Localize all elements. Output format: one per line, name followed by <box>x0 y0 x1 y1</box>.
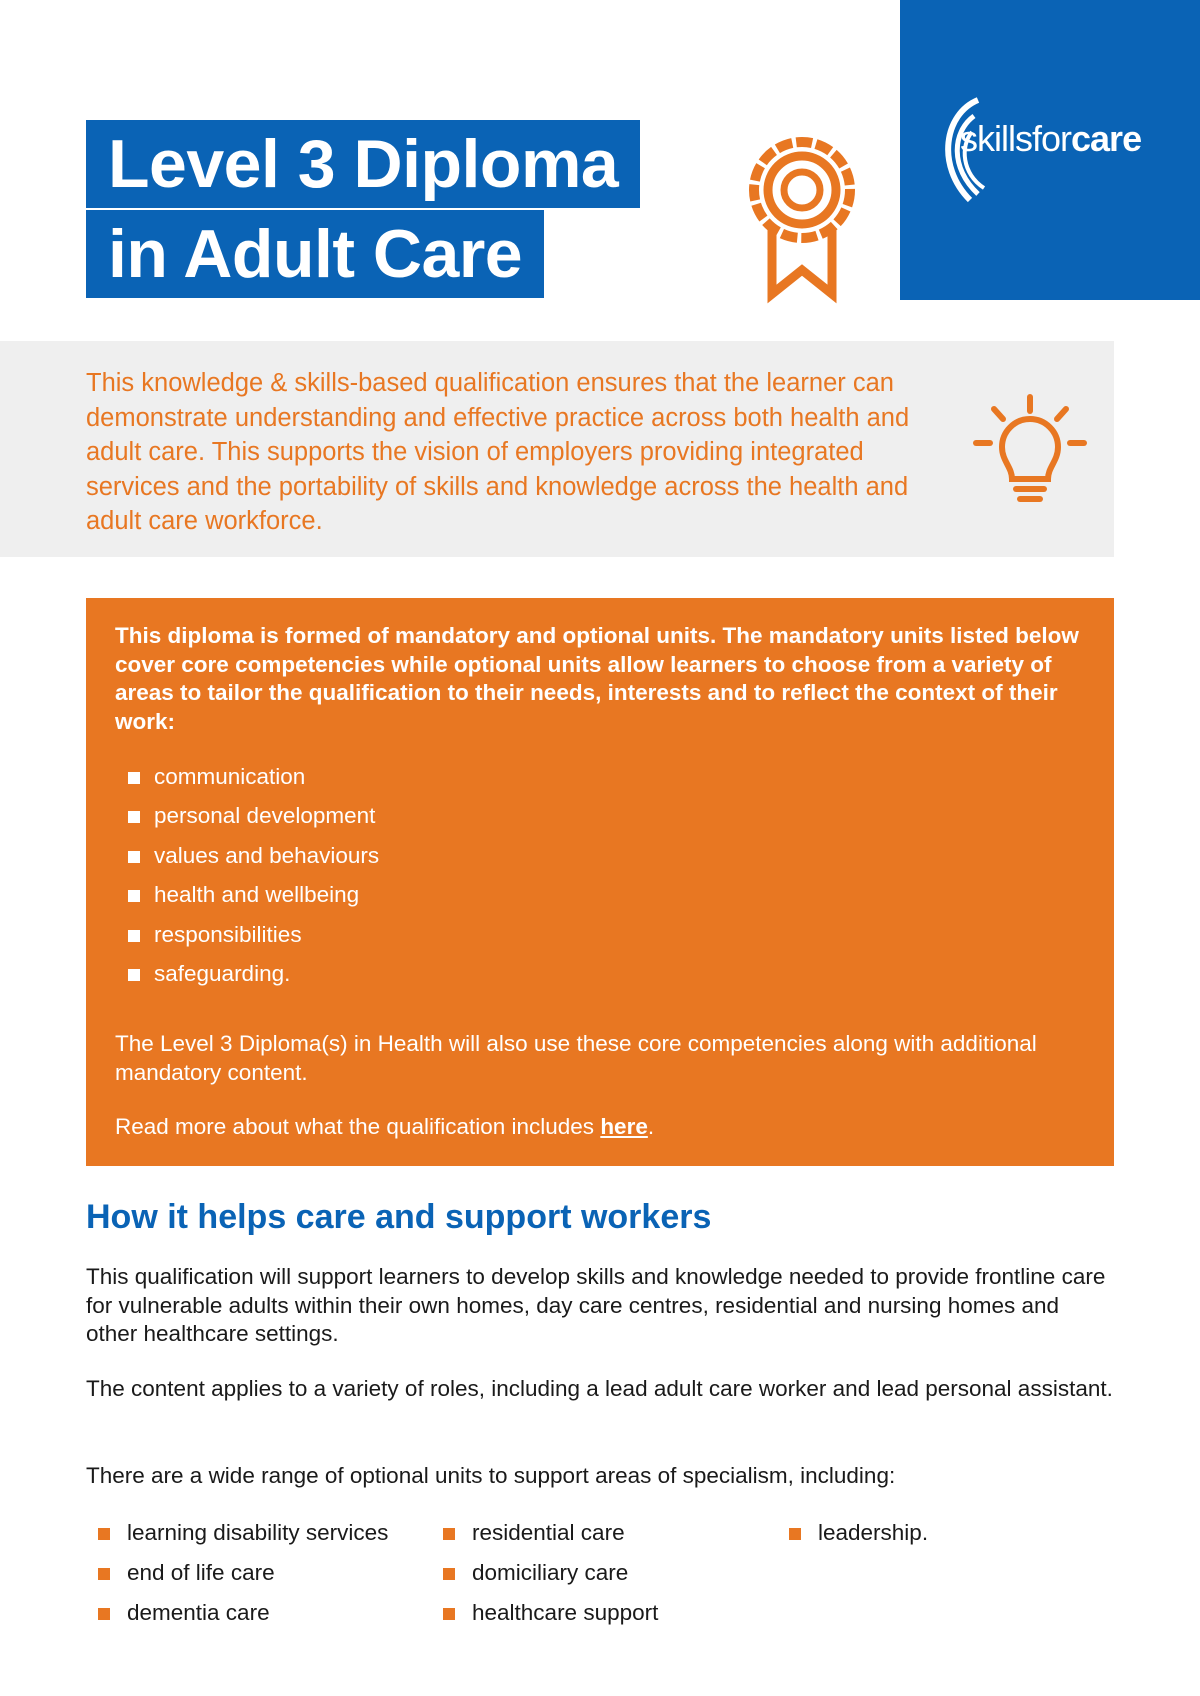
diploma-lead-text: This diploma is formed of mandatory and optional units. The mandatory units listed below cover core competencies while optional units allow learners to choose from a variety of areas to tailor the qualification to their needs, interests and to reflect the context of their work: <box>115 623 1079 734</box>
list-item <box>443 1519 658 1559</box>
read-more-text <box>115 1113 654 1142</box>
section-heading: How it helps care and support workers <box>86 1198 712 1236</box>
specialisms-column-1 <box>98 1519 388 1639</box>
specialisms-column-2 <box>443 1519 658 1639</box>
bullet-square-icon <box>128 851 140 863</box>
list-item <box>443 1599 658 1639</box>
specialism-label: end of life care <box>127 1560 275 1585</box>
list-item <box>98 1519 388 1559</box>
bullet-square-icon <box>128 969 140 981</box>
logo-wordmark-bold: care <box>1071 118 1142 159</box>
bullet-square-icon <box>789 1528 801 1540</box>
unit-label: responsibilities <box>154 921 302 947</box>
list-item <box>128 802 379 841</box>
list-item <box>443 1559 658 1599</box>
unit-label: safeguarding. <box>154 960 291 986</box>
specialisms-column-3 <box>789 1519 928 1559</box>
award-rosette-icon <box>744 134 864 304</box>
section-paragraph-3: There are a wide range of optional units to support areas of specialism, including: <box>86 1463 896 1488</box>
section-paragraph-2: The content applies to a variety of roles, including a lead adult care worker and lead personal assistant. <box>86 1376 1113 1401</box>
list-item <box>98 1599 388 1639</box>
specialism-label: healthcare support <box>472 1600 659 1625</box>
read-more-link[interactable]: here <box>600 1114 648 1139</box>
bullet-square-icon <box>98 1568 110 1580</box>
logo-wordmark-light: skillsfor <box>960 118 1072 159</box>
specialism-label: leadership. <box>818 1520 929 1545</box>
bullet-square-icon <box>128 811 140 823</box>
specialism-label: domiciliary care <box>472 1560 629 1585</box>
list-item <box>128 763 379 802</box>
read-more-prefix: Read more about what the qualification includes <box>115 1114 601 1139</box>
unit-label: values and behaviours <box>154 842 380 868</box>
specialism-label: learning disability services <box>127 1520 389 1545</box>
list-item <box>128 921 379 960</box>
lightbulb-icon <box>970 393 1090 513</box>
page-title-line-2: in Adult Care <box>86 210 544 298</box>
diploma-info-panel <box>86 598 1114 1166</box>
bullet-square-icon <box>128 772 140 784</box>
bullet-square-icon <box>443 1568 455 1580</box>
list-item <box>98 1559 388 1599</box>
unit-label: personal development <box>154 803 376 829</box>
list-item <box>128 842 379 881</box>
mandatory-units-list <box>128 763 379 999</box>
unit-label: health and wellbeing <box>154 882 360 908</box>
bullet-square-icon <box>98 1608 110 1620</box>
specialism-label: dementia care <box>127 1600 270 1625</box>
bullet-square-icon <box>128 890 140 902</box>
diploma-health-note: The Level 3 Diploma(s) in Health will also use these core competencies along with additional mandatory content. <box>115 1031 1037 1085</box>
bullet-square-icon <box>98 1528 110 1540</box>
page-title-line-1: Level 3 Diploma <box>86 120 640 208</box>
skillsforcare-logo <box>900 0 1200 300</box>
read-more-suffix: . <box>647 1114 655 1139</box>
intro-panel <box>0 341 1114 557</box>
bullet-square-icon <box>128 930 140 942</box>
list-item <box>128 960 379 999</box>
intro-text: This knowledge & skills-based qualification ensures that the learner can demonstrate understanding and effective practice across both health and adult care. This supports the vision of employers providing integrated services and the portability of skills and knowledge across the health and adult care workforce. <box>86 369 910 535</box>
specialism-label: residential care <box>472 1520 625 1545</box>
unit-label: communication <box>154 764 306 789</box>
logo-wordmark <box>960 118 1141 160</box>
list-item <box>789 1519 928 1559</box>
section-paragraph-1: This qualification will support learners to develop skills and knowledge needed to provide frontline care for vulnerable adults within their own homes, day care centres, residential and nursing homes and other healthcare settings. <box>86 1264 1106 1346</box>
bullet-square-icon <box>443 1528 455 1540</box>
list-item <box>128 881 379 920</box>
bullet-square-icon <box>443 1608 455 1620</box>
